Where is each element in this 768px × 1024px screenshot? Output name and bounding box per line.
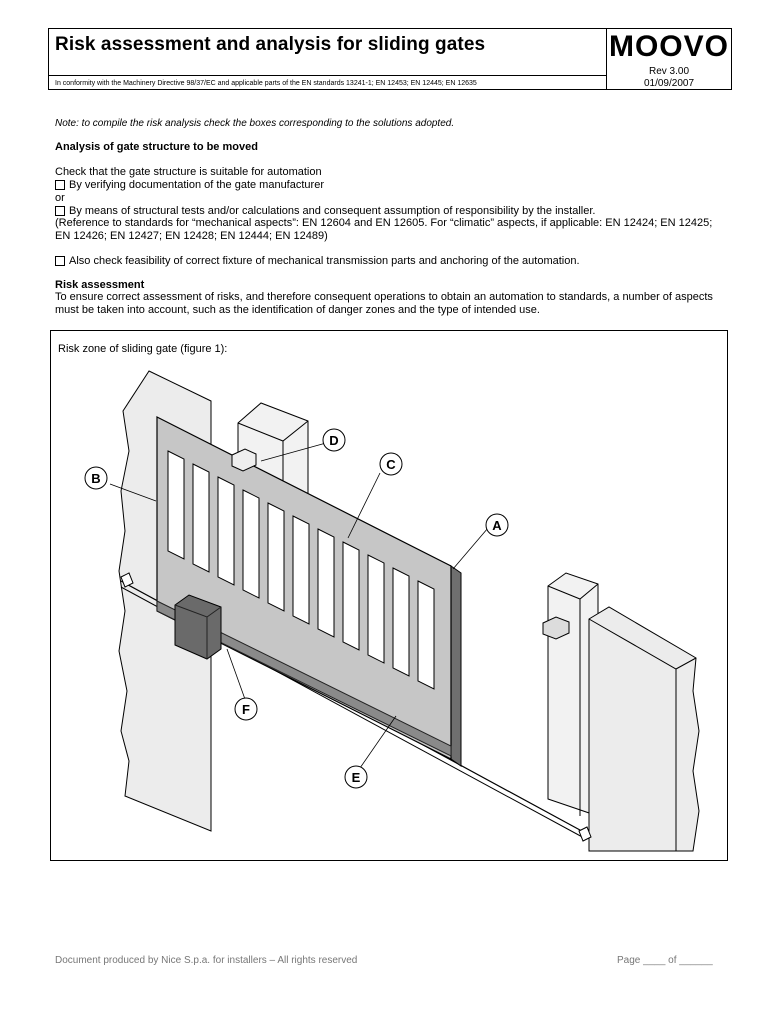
structural-tests-checkbox[interactable]	[55, 206, 65, 216]
document-title: Risk assessment and analysis for sliding gates	[55, 34, 486, 55]
footer-page-number: Page ____ of ______	[617, 955, 713, 966]
standards-reference: (Reference to standards for “mechanical aspects”: EN 12604 and EN 12605. For “climatic” aspects, if applicable: EN 12424; EN 12425; EN 12426; EN 12427; EN 12428; EN 12444; EN 12489)	[55, 217, 713, 242]
leader-a	[453, 528, 488, 569]
document-header	[48, 28, 732, 90]
callout-b: B	[91, 471, 101, 486]
header-title-cell	[49, 29, 607, 89]
leader-f	[227, 649, 246, 702]
header-revision-cell	[606, 29, 732, 89]
option-fixture-label: Also check feasibility of correct fixture of mechanical transmission parts and anchoring of the automation.	[69, 255, 580, 267]
leader-e	[360, 716, 396, 768]
or-separator: or	[55, 192, 65, 204]
structure-intro: Check that the gate structure is suitable for automation	[55, 166, 322, 178]
callout-a: A	[492, 518, 502, 533]
footer-copyright: Document produced by Nice S.p.a. for installers – All rights reserved	[55, 955, 358, 966]
figure-frame	[50, 330, 728, 861]
fixture-checkbox[interactable]	[55, 256, 65, 266]
callout-f: F	[242, 702, 250, 717]
callout-c: C	[386, 457, 396, 472]
header-divider	[49, 75, 606, 76]
structure-heading: Analysis of gate structure to be moved	[55, 141, 258, 153]
risk-paragraph: To ensure correct assessment of risks, and therefore consequent operations to obtain an automation to standards, a number of aspects must be taken into account, such as the identification of danger zones and the type of intended use.	[55, 291, 713, 316]
revision-number: Rev 3.00	[648, 66, 690, 77]
risk-heading: Risk assessment	[55, 279, 145, 291]
sliding-gate-illustration	[51, 331, 727, 860]
figure-caption: Risk zone of sliding gate (figure 1):	[58, 343, 228, 355]
option-fixture	[55, 255, 580, 268]
documentation-checkbox[interactable]	[55, 180, 65, 190]
gate-panel-edge	[451, 566, 461, 766]
callout-e: E	[351, 770, 361, 785]
callout-d: D	[329, 433, 339, 448]
right-wall	[589, 607, 699, 851]
option-structural-tests-label: By means of structural tests and/or calculations and consequent assumption of responsibility by the installer.	[69, 205, 596, 217]
conformity-statement: In conformity with the Machinery Directive 98/37/EC and applicable parts of the EN standards 13241-1; EN 12453; EN 12445; EN 12635	[55, 80, 477, 87]
moovo-logo: MOOVO	[608, 30, 729, 63]
compile-note: Note: to compile the risk analysis check the boxes corresponding to the solutions adopted.	[55, 118, 455, 129]
option-documentation-label: By verifying documentation of the gate manufacturer	[69, 179, 324, 191]
option-documentation	[55, 179, 324, 192]
revision-date: 01/09/2007	[643, 78, 695, 89]
